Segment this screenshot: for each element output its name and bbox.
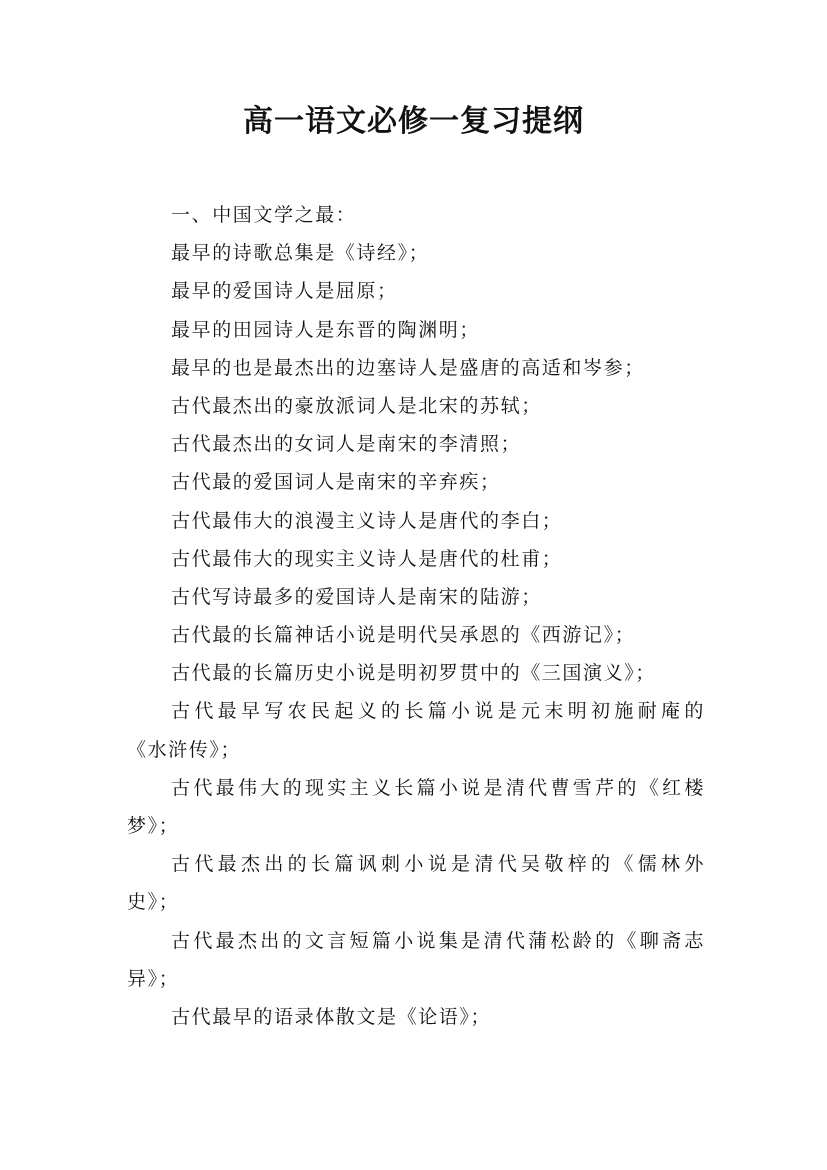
text-line: 最早的诗歌总集是《诗经》； — [171, 242, 430, 265]
document-body — [127, 196, 705, 1036]
text-line: 一、中国文学之最： — [171, 204, 357, 226]
text-line: 史》； — [127, 891, 180, 914]
text-line: 古代最早写农民起义的长篇小说是元末明初施耐庵的 — [171, 700, 705, 723]
text-line: 古代最的长篇历史小说是明初罗贯中的《三国演义》； — [171, 662, 656, 685]
text-line: 古代最的爱国词人是南宋的辛弃疾； — [171, 471, 501, 494]
text-line: 古代最杰出的女词人是南宋的李清照； — [171, 433, 522, 456]
document-title: 高一语文必修一复习提纲 — [243, 104, 584, 139]
text-line: 古代最的长篇神话小说是明代吴承恩的《西游记》； — [171, 624, 636, 647]
text-line: 古代最伟大的现实主义长篇小说是清代曹雪芹的《红楼 — [171, 776, 705, 799]
text-line: 古代最早的语录体散文是《论语》； — [171, 1005, 492, 1028]
text-line: 最早的也是最杰出的边塞诗人是盛唐的高适和岑参； — [171, 356, 645, 379]
text-line: 古代最杰出的文言短篇小说集是清代蒲松龄的《聊斋志 — [171, 929, 705, 952]
text-line: 古代最伟大的现实主义诗人是唐代的杜甫； — [171, 547, 563, 570]
text-line: 古代最杰出的豪放派词人是北宋的苏轼； — [171, 394, 542, 417]
text-line: 古代写诗最多的爱国诗人是南宋的陆游； — [171, 585, 542, 608]
text-line: 《水浒传》； — [127, 738, 242, 761]
text-line: 异》； — [127, 967, 180, 990]
text-line: 最早的爱国诗人是屈原； — [171, 280, 398, 303]
text-line: 最早的田园诗人是东晋的陶渊明； — [171, 318, 481, 341]
text-line: 梦》； — [127, 815, 180, 837]
text-line: 古代最杰出的长篇讽刺小说是清代吴敬梓的《儒林外 — [171, 853, 705, 876]
text-line: 古代最伟大的浪漫主义诗人是唐代的李白； — [171, 509, 563, 532]
